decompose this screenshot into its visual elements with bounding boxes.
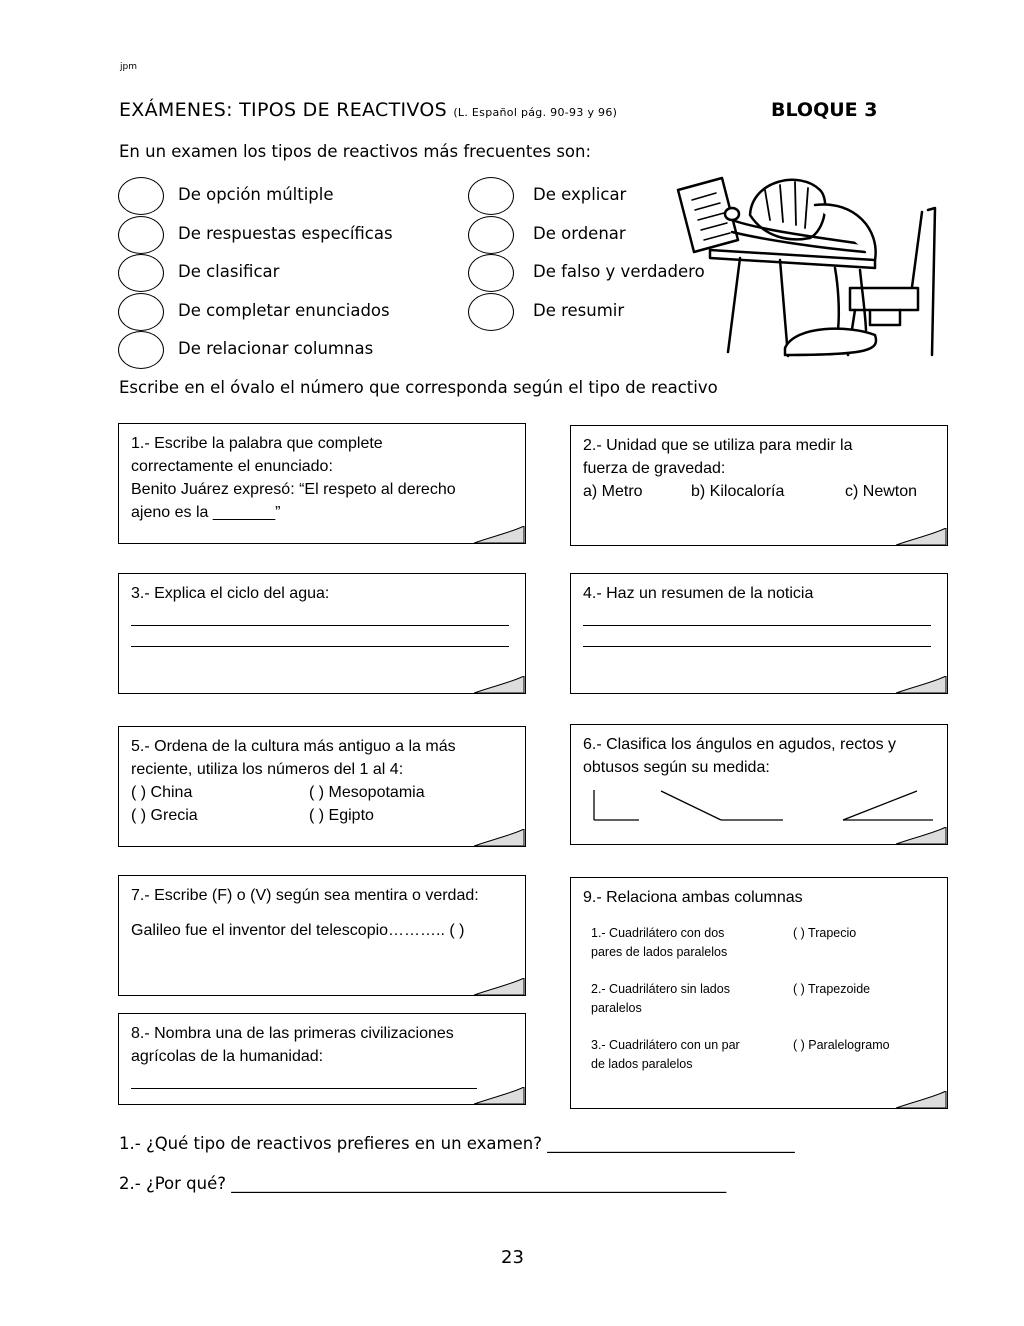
question-card-2 bbox=[570, 425, 948, 546]
column-right-item[interactable]: ( ) Trapecio bbox=[793, 926, 857, 940]
question-card-7 bbox=[118, 875, 526, 996]
right-angle-icon bbox=[594, 790, 639, 820]
order-row bbox=[131, 804, 515, 827]
answer-oval[interactable] bbox=[118, 177, 164, 215]
order-item[interactable]: ( ) Mesopotamia bbox=[309, 784, 425, 801]
answer-oval[interactable] bbox=[118, 216, 164, 254]
card-body bbox=[583, 733, 937, 779]
card-body bbox=[583, 434, 937, 503]
answer-oval[interactable] bbox=[118, 254, 164, 292]
option-b: b) Kilocaloría bbox=[691, 483, 785, 500]
option-label: De falso y verdadero bbox=[533, 262, 705, 281]
page-curl-icon bbox=[896, 676, 948, 694]
option-label: De respuestas específicas bbox=[178, 224, 393, 243]
card-line: Benito Juárez expresó: “El respeto al derecho bbox=[131, 481, 456, 498]
option-label: De resumir bbox=[533, 301, 625, 320]
bloque-label: BLOQUE 3 bbox=[771, 99, 878, 121]
option-label: De completar enunciados bbox=[178, 301, 390, 320]
question-preference[interactable]: 1.- ¿Qué tipo de reactivos prefieres en un examen? ______________________________ bbox=[119, 1134, 795, 1153]
order-item[interactable]: ( ) China bbox=[131, 784, 193, 801]
card-line: 5.- Ordena de la cultura más antiguo a la más bbox=[131, 738, 456, 755]
card-body bbox=[131, 432, 515, 524]
question-card-1 bbox=[118, 423, 526, 544]
item-line: pares de lados paralelos bbox=[591, 945, 728, 959]
answer-line[interactable] bbox=[131, 605, 509, 626]
card-line: Galileo fue el inventor del telescopio……….. ( ) bbox=[131, 922, 465, 939]
option-a: a) Metro bbox=[583, 483, 643, 500]
item-line: paralelos bbox=[591, 1001, 642, 1015]
page-curl-icon bbox=[474, 978, 526, 996]
card-body bbox=[583, 582, 931, 647]
card-line: fuerza de gravedad: bbox=[583, 460, 726, 477]
page-title-text: EXÁMENES: TIPOS DE REACTIVOS bbox=[119, 99, 447, 121]
card-line: 6.- Clasifica los ángulos en agudos, rectos y bbox=[583, 736, 897, 753]
card-line: 1.- Escribe la palabra que complete bbox=[131, 435, 383, 452]
question-card-5 bbox=[118, 726, 526, 847]
order-item[interactable]: ( ) Egipto bbox=[309, 807, 374, 824]
question-card-9 bbox=[570, 877, 948, 1109]
card-line: 3.- Explica el ciclo del agua: bbox=[131, 585, 330, 602]
question-card-6 bbox=[570, 724, 948, 845]
answer-oval[interactable] bbox=[118, 293, 164, 331]
card-line: reciente, utiliza los números del 1 al 4: bbox=[131, 761, 404, 778]
answer-line[interactable] bbox=[131, 626, 509, 647]
card-line: 2.- Unidad que se utiliza para medir la bbox=[583, 437, 853, 454]
card-body bbox=[131, 582, 509, 647]
column-left-item bbox=[591, 924, 727, 962]
option-label: De relacionar columnas bbox=[178, 339, 374, 358]
answer-oval[interactable] bbox=[468, 216, 514, 254]
page-subtitle: (L. Español pág. 90-93 y 96) bbox=[453, 106, 618, 119]
option-label: De ordenar bbox=[533, 224, 626, 243]
page-curl-icon bbox=[896, 1091, 948, 1109]
answer-oval[interactable] bbox=[468, 254, 514, 292]
option-label: De clasificar bbox=[178, 262, 280, 281]
item-line: de lados paralelos bbox=[591, 1057, 693, 1071]
instruction-text: Escribe en el óvalo el número que corresponda según el tipo de reactivo bbox=[119, 378, 718, 397]
item-line: 3.- Cuadrilátero con un par bbox=[591, 1038, 740, 1052]
page-curl-icon bbox=[896, 528, 948, 546]
question-why[interactable]: 2.- ¿Por qué? ____________________________________________________________ bbox=[119, 1174, 727, 1193]
card-body bbox=[131, 735, 515, 827]
card-line: 8.- Nombra una de las primeras civilizaciones bbox=[131, 1025, 454, 1042]
column-left-item bbox=[591, 1036, 740, 1074]
column-right-item[interactable]: ( ) Trapezoide bbox=[793, 982, 871, 996]
option-label: De opción múltiple bbox=[178, 185, 334, 204]
page-curl-icon bbox=[896, 827, 948, 845]
acute-angle-icon bbox=[843, 791, 933, 820]
answer-line[interactable] bbox=[583, 605, 931, 626]
card-line: 9.- Relaciona ambas columnas bbox=[583, 889, 803, 906]
order-row bbox=[131, 781, 515, 804]
page-curl-icon bbox=[474, 1087, 526, 1105]
question-card-4 bbox=[570, 573, 948, 694]
order-item[interactable]: ( ) Grecia bbox=[131, 807, 198, 824]
card-line: correctamente el enunciado: bbox=[131, 458, 333, 475]
option-c: c) Newton bbox=[845, 483, 918, 500]
student-illustration bbox=[670, 160, 950, 365]
answer-oval[interactable] bbox=[468, 177, 514, 215]
card-line: obtusos según su medida: bbox=[583, 759, 770, 776]
column-right-item[interactable]: ( ) Paralelogramo bbox=[793, 1038, 890, 1052]
page-number: 23 bbox=[501, 1247, 524, 1268]
card-line: ajeno es la _______” bbox=[131, 504, 281, 521]
question-card-8 bbox=[118, 1013, 526, 1105]
answer-line[interactable] bbox=[583, 626, 931, 647]
card-body bbox=[131, 1022, 477, 1089]
item-line: 2.- Cuadrilátero sin lados bbox=[591, 982, 730, 996]
card-line: agrícolas de la humanidad: bbox=[131, 1048, 324, 1065]
page-curl-icon bbox=[474, 526, 526, 544]
answer-line[interactable] bbox=[131, 1068, 477, 1089]
question-card-3 bbox=[118, 573, 526, 694]
page-curl-icon bbox=[474, 829, 526, 847]
page-title bbox=[119, 99, 617, 121]
card-line: 7.- Escribe (F) o (V) según sea mentira o verdad: bbox=[131, 887, 479, 904]
option-label: De explicar bbox=[533, 185, 627, 204]
angles-diagram bbox=[591, 787, 936, 827]
intro-text: En un examen los tipos de reactivos más frecuentes son: bbox=[119, 142, 592, 161]
answer-oval[interactable] bbox=[468, 293, 514, 331]
card-line: 4.- Haz un resumen de la noticia bbox=[583, 585, 814, 602]
card-body bbox=[131, 884, 515, 942]
answer-oval[interactable] bbox=[118, 331, 164, 369]
page-curl-icon bbox=[474, 676, 526, 694]
initials: jpm bbox=[120, 62, 137, 72]
card-body bbox=[583, 886, 937, 909]
column-left-item bbox=[591, 980, 730, 1018]
item-line: 1.- Cuadrilátero con dos bbox=[591, 926, 725, 940]
answer-options bbox=[583, 480, 937, 503]
obtuse-angle-icon bbox=[661, 791, 783, 820]
